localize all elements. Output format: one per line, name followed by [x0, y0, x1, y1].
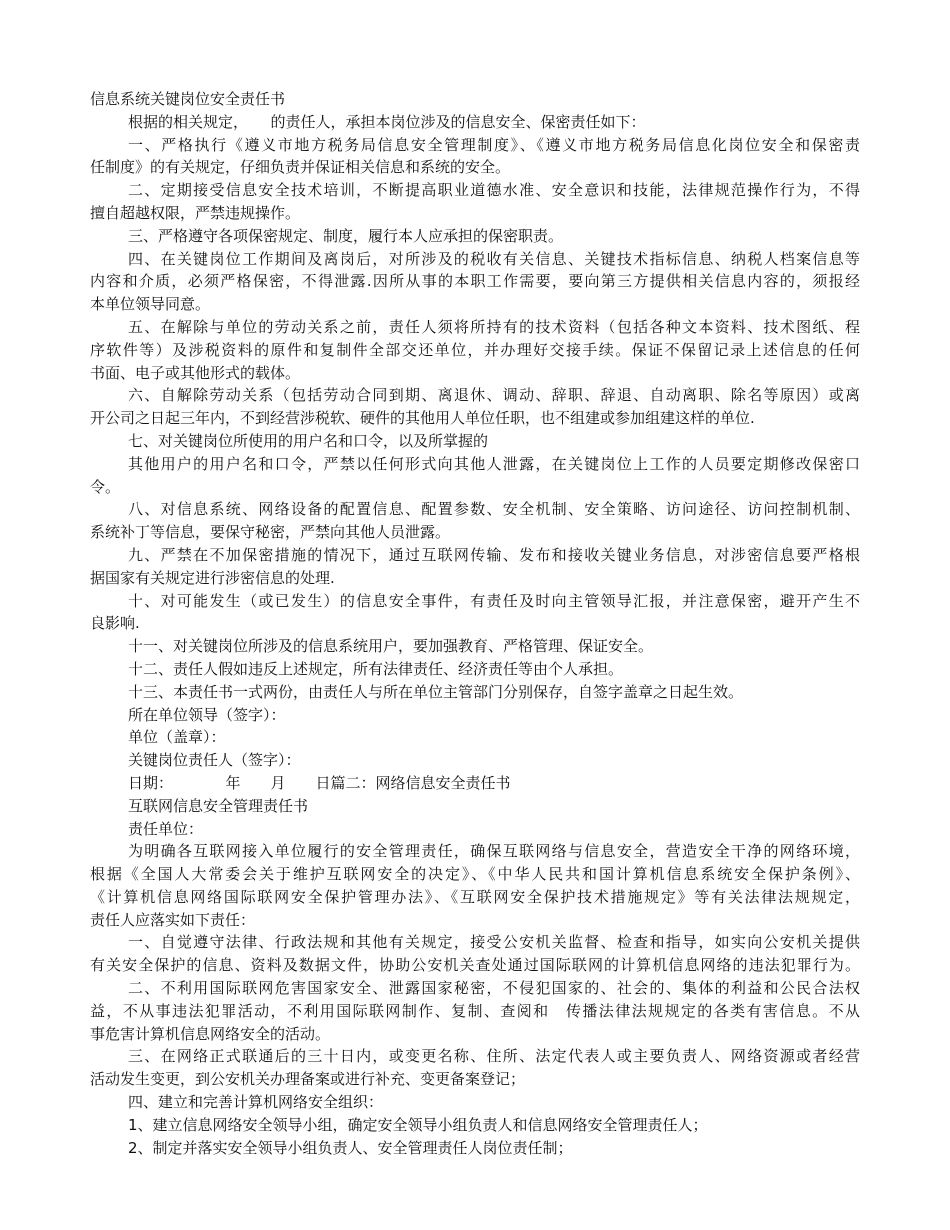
text-line: 2、制定并落实安全领导小组负责人、安全管理责任人岗位责任制；: [128, 1138, 573, 1157]
text-line: 三、严格遵守各项保密规定、制度，履行本人应承担的保密职责。: [128, 226, 564, 245]
text-line: 本单位领导同意。: [90, 295, 211, 314]
text-line: 擅自超越权限，严禁违规操作。: [90, 203, 301, 222]
document-page: [90, 88, 860, 1159]
section-title: 互联网信息安全管理责任书: [128, 796, 309, 815]
text-line: 根据《全国人大常委会关于维护互联网安全的决定》、《中华人民共和国计算机信息系统安全保护条例》、: [90, 865, 860, 884]
text-line: 《计算机信息网络国际联网安全保护管理办法》、《互联网安全保护技术措施规定》等有关法律法规规定，: [90, 887, 860, 906]
text-line: 有关安全保护的信息、资料及数据文件，协助公安机关查处通过国际联网的计算机信息网络的违法犯罪行为。: [90, 956, 860, 975]
text-line: 令。: [90, 477, 121, 496]
text-line: 九、严禁在不加保密措施的情况下，通过互联网传输、发布和接收关键业务信息，对涉密信息要严格根: [128, 545, 860, 564]
text-line: 责任单位：: [128, 819, 204, 838]
text-line: 任制度》的有关规定，仔细负责并保证相关信息和系统的安全。: [90, 158, 511, 177]
text-line: 书面、电子或其他形式的载体。: [90, 363, 301, 382]
text-line: 事危害计算机信息网络安全的活动。: [90, 1024, 331, 1043]
text-line: 二、不利用国际联网危害国家安全、泄露国家秘密，不侵犯国家的、社会的、集体的利益和公民合法权: [128, 979, 860, 998]
text-line: 五、在解除与单位的劳动关系之前，责任人须将所持有的技术资料（包括各种文本资料、技术图纸、程: [128, 317, 860, 336]
text-line: 十一、对关键岗位所涉及的信息系统用户，要加强教育、严格管理、保证安全。: [128, 637, 654, 656]
text-line: 四、在关键岗位工作期间及离岗后，对所涉及的税收有关信息、关键技术指标信息、纳税人档案信息等: [128, 249, 860, 268]
text-line: 序软件等）及涉税资料的原件和复制件全部交还单位，并办理好交接手续。保证不保留记录上述信息的任何: [90, 340, 860, 359]
text-line: 根据的相关规定， 的责任人，承担本岗位涉及的信息安全、保密责任如下：: [128, 112, 646, 131]
seal-line: 单位（盖章）：: [128, 728, 226, 747]
document-title: 信息系统关键岗位安全责任书: [90, 90, 286, 108]
date-line: 日期： 年 月 日篇二：网络信息安全责任书: [128, 773, 511, 792]
text-line: 益，不从事违法犯罪活动，不利用国际联网制作、复制、查阅和 传播法律法规规定的各类有害信息。不从: [90, 1001, 860, 1020]
text-line: 三、在网络正式联通后的三十日内，或变更名称、住所、法定代表人或主要负责人、网络资源或者经营: [128, 1047, 860, 1066]
text-line: 据国家有关规定进行涉密信息的处理.: [90, 568, 335, 587]
text-line: 1、建立信息网络安全领导小组，确定安全领导小组负责人和信息网络安全管理责任人；: [128, 1115, 708, 1134]
text-line: 六、自解除劳动关系（包括劳动合同到期、离退休、调动、辞职、辞退、自动离职、除名等原因）或离: [128, 386, 860, 405]
text-line: 二、定期接受信息安全技术培训，不断提高职业道德水准、安全意识和技能，法律规范操作行为，不得: [128, 181, 860, 200]
text-line: 内容和介质，必须严格保密，不得泄露.因所从事的本职工作需要，要向第三方提供相关信息内容的，须报经: [90, 272, 860, 291]
text-line: 七、对关键岗位所使用的用户名和口令，以及所掌握的: [128, 431, 489, 450]
text-line: 十三、本责任书一式两份，由责任人与所在单位主管部门分别保存，自签字盖章之日起生效。: [128, 682, 744, 701]
text-line: 开公司之日起三年内，不到经营涉税软、硬件的其他用人单位任职，也不组建或参加组建这样的单位.: [90, 409, 755, 428]
text-line: 责任人应落实如下责任：: [90, 910, 256, 929]
text-line: 系统补丁等信息，要保守秘密，严禁向其他人员泄露。: [90, 523, 451, 542]
text-line: 十、对可能发生（或已发生）的信息安全事件，有责任及时向主管领导汇报，并注意保密，避开产生不: [128, 591, 860, 610]
text-line: 十二、责任人假如违反上述规定，所有法律责任、经济责任等由个人承担。: [128, 659, 624, 678]
text-line: 一、自觉遵守法律、行政法规和其他有关规定，接受公安机关监督、检查和指导，如实向公安机关提供: [128, 933, 860, 952]
text-line: 一、严格执行《遵义市地方税务局信息安全管理制度》、《遵义市地方税务局信息化岗位安全和保密责: [128, 135, 860, 154]
signature-line: 关键岗位责任人（签字）：: [128, 751, 301, 770]
text-line: 为明确各互联网接入单位履行的安全管理责任，确保互联网络与信息安全，营造安全干净的网络环境，: [128, 842, 860, 861]
signature-line: 所在单位领导（签字）：: [128, 705, 286, 724]
text-line: 八、对信息系统、网络设备的配置信息、配置参数、安全机制、安全策略、访问途径、访问控制机制、: [128, 500, 860, 519]
text-line: 良影响.: [90, 614, 140, 633]
text-line: 其他用户的用户名和口令，严禁以任何形式向其他人泄露，在关键岗位上工作的人员要定期修改保密口: [128, 454, 860, 473]
text-line: 四、建立和完善计算机网络安全组织：: [128, 1093, 384, 1112]
text-line: 活动发生变更，到公安机关办理备案或进行补充、变更备案登记；: [90, 1070, 526, 1089]
